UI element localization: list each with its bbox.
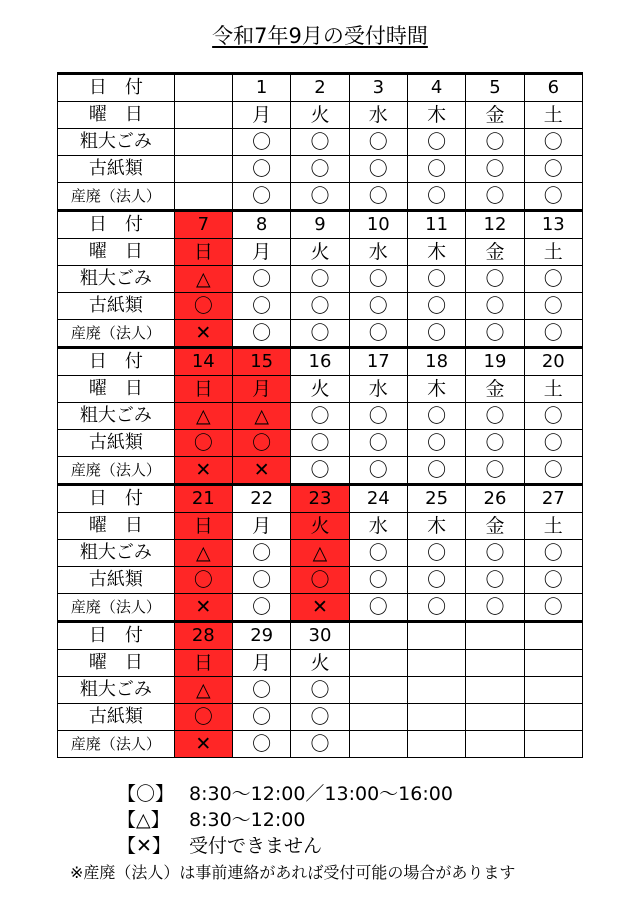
weekday-cell: 日 <box>174 239 232 266</box>
empty-cell <box>349 704 407 731</box>
status-cell: 〇 <box>466 293 524 320</box>
status-cell: 〇 <box>232 266 290 293</box>
status-cell: 〇 <box>524 594 582 622</box>
week-5-waste-paper-row <box>58 704 583 731</box>
status-cell: 〇 <box>466 266 524 293</box>
status-cell: 〇 <box>291 320 349 348</box>
weekday-cell: 月 <box>232 239 290 266</box>
weekday-label: 曜 日 <box>58 102 175 129</box>
date-cell: 16 <box>291 348 349 376</box>
weekday-cell: 月 <box>232 650 290 677</box>
empty-cell <box>524 622 582 650</box>
weekday-cell: 木 <box>407 513 465 540</box>
empty-cell <box>524 731 582 758</box>
weekday-cell: 火 <box>291 650 349 677</box>
waste-paper-label: 古紙類 <box>58 156 175 183</box>
weekday-cell: 日 <box>174 513 232 540</box>
industrial-waste-label: 産廃（法人） <box>58 731 175 758</box>
waste-paper-label: 古紙類 <box>58 704 175 731</box>
status-cell: △ <box>174 677 232 704</box>
status-cell: 〇 <box>349 266 407 293</box>
date-cell: 15 <box>232 348 290 376</box>
status-cell: 〇 <box>291 731 349 758</box>
week-4-weekday-row <box>58 513 583 540</box>
date-cell: 12 <box>466 211 524 239</box>
status-cell: 〇 <box>407 540 465 567</box>
status-cell: 〇 <box>291 430 349 457</box>
date-cell: 11 <box>407 211 465 239</box>
status-cell: 〇 <box>524 403 582 430</box>
date-label: 日 付 <box>58 348 175 376</box>
status-cell: 〇 <box>466 183 524 211</box>
status-cell: ✕ <box>291 594 349 622</box>
status-cell: 〇 <box>174 430 232 457</box>
weekday-cell: 日 <box>174 376 232 403</box>
weekday-cell: 水 <box>349 376 407 403</box>
status-cell: 〇 <box>466 129 524 156</box>
legend-text-cross: 受付できません <box>189 835 323 857</box>
week-5-industrial-waste-row <box>58 731 583 758</box>
waste-paper-label: 古紙類 <box>58 293 175 320</box>
status-cell: △ <box>232 403 290 430</box>
legend-text-triangle: 8:30〜12:00 <box>189 809 306 831</box>
date-cell: 14 <box>174 348 232 376</box>
date-cell: 17 <box>349 348 407 376</box>
weekday-cell: 木 <box>407 376 465 403</box>
bulky-waste-label: 粗大ごみ <box>58 266 175 293</box>
status-cell: 〇 <box>524 567 582 594</box>
status-cell: 〇 <box>407 266 465 293</box>
weekday-cell: 日 <box>174 650 232 677</box>
date-cell: 4 <box>407 74 465 102</box>
weekday-cell: 木 <box>407 239 465 266</box>
status-cell: 〇 <box>349 156 407 183</box>
status-cell: 〇 <box>407 293 465 320</box>
industrial-waste-label: 産廃（法人） <box>58 183 175 211</box>
week-2-industrial-waste-row <box>58 320 583 348</box>
date-cell: 2 <box>291 74 349 102</box>
empty-cell <box>349 677 407 704</box>
waste-paper-label: 古紙類 <box>58 567 175 594</box>
week-4-date-row <box>58 485 583 513</box>
week-4-bulky-waste-row <box>58 540 583 567</box>
status-cell: 〇 <box>291 403 349 430</box>
empty-cell <box>466 704 524 731</box>
weekday-label: 曜 日 <box>58 239 175 266</box>
week-2-waste-paper-row <box>58 293 583 320</box>
week-3-weekday-row <box>58 376 583 403</box>
industrial-waste-label: 産廃（法人） <box>58 457 175 485</box>
date-cell: 9 <box>291 211 349 239</box>
status-cell: 〇 <box>466 320 524 348</box>
status-cell: 〇 <box>349 594 407 622</box>
week-1-weekday-row <box>58 102 583 129</box>
weekday-label: 曜 日 <box>58 650 175 677</box>
status-cell: 〇 <box>466 457 524 485</box>
bulky-waste-label: 粗大ごみ <box>58 540 175 567</box>
weekday-label: 曜 日 <box>58 376 175 403</box>
date-cell: 27 <box>524 485 582 513</box>
week-1-industrial-waste-row <box>58 183 583 211</box>
week-2-bulky-waste-row <box>58 266 583 293</box>
industrial-waste-label: 産廃（法人） <box>58 594 175 622</box>
date-cell: 29 <box>232 622 290 650</box>
empty-cell <box>174 74 232 102</box>
empty-cell <box>174 129 232 156</box>
empty-cell <box>466 622 524 650</box>
week-5-bulky-waste-row <box>58 677 583 704</box>
week-2-date-row <box>58 211 583 239</box>
date-cell: 5 <box>466 74 524 102</box>
status-cell: 〇 <box>291 704 349 731</box>
date-cell: 19 <box>466 348 524 376</box>
date-label: 日 付 <box>58 211 175 239</box>
weekday-cell: 土 <box>524 376 582 403</box>
empty-cell <box>174 183 232 211</box>
empty-cell <box>349 650 407 677</box>
empty-cell <box>407 731 465 758</box>
status-cell: 〇 <box>232 731 290 758</box>
empty-cell <box>466 731 524 758</box>
status-cell: 〇 <box>291 567 349 594</box>
status-cell: 〇 <box>174 704 232 731</box>
legend-row-circle <box>117 781 453 807</box>
empty-cell <box>524 677 582 704</box>
legend-text-circle: 8:30〜12:00／13:00〜16:00 <box>189 783 453 805</box>
legend <box>117 781 453 859</box>
weekday-cell: 火 <box>291 376 349 403</box>
status-cell: 〇 <box>232 677 290 704</box>
weekday-cell: 土 <box>524 513 582 540</box>
week-3-bulky-waste-row <box>58 403 583 430</box>
empty-cell <box>407 650 465 677</box>
status-cell: 〇 <box>349 403 407 430</box>
legend-key-cross: 【✕】 <box>117 835 171 857</box>
week-4-industrial-waste-row <box>58 594 583 622</box>
industrial-waste-label: 産廃（法人） <box>58 320 175 348</box>
weekday-cell: 土 <box>524 102 582 129</box>
status-cell: 〇 <box>407 129 465 156</box>
status-cell: 〇 <box>232 594 290 622</box>
weekday-cell: 水 <box>349 239 407 266</box>
status-cell: 〇 <box>466 594 524 622</box>
status-cell: 〇 <box>174 567 232 594</box>
weekday-cell: 金 <box>466 102 524 129</box>
reception-calendar-table <box>57 72 583 758</box>
bulky-waste-label: 粗大ごみ <box>58 403 175 430</box>
status-cell: 〇 <box>407 320 465 348</box>
week-1-bulky-waste-row <box>58 129 583 156</box>
status-cell: △ <box>174 403 232 430</box>
status-cell: 〇 <box>466 156 524 183</box>
empty-cell <box>407 704 465 731</box>
page-title: 令和7年9月の受付時間 <box>212 24 428 48</box>
weekday-cell: 月 <box>232 102 290 129</box>
weekday-cell: 木 <box>407 102 465 129</box>
status-cell: 〇 <box>349 320 407 348</box>
status-cell: 〇 <box>524 540 582 567</box>
week-1-waste-paper-row <box>58 156 583 183</box>
status-cell: △ <box>174 540 232 567</box>
date-cell: 8 <box>232 211 290 239</box>
date-cell: 22 <box>232 485 290 513</box>
status-cell: ✕ <box>174 457 232 485</box>
status-cell: 〇 <box>291 183 349 211</box>
status-cell: 〇 <box>349 129 407 156</box>
status-cell: 〇 <box>291 156 349 183</box>
date-cell: 13 <box>524 211 582 239</box>
date-cell: 18 <box>407 348 465 376</box>
status-cell: 〇 <box>524 156 582 183</box>
week-2-weekday-row <box>58 239 583 266</box>
weekday-cell: 土 <box>524 239 582 266</box>
status-cell: 〇 <box>524 129 582 156</box>
status-cell: 〇 <box>349 567 407 594</box>
status-cell: 〇 <box>466 430 524 457</box>
empty-cell <box>174 156 232 183</box>
status-cell: 〇 <box>232 567 290 594</box>
status-cell: 〇 <box>349 293 407 320</box>
status-cell: 〇 <box>466 403 524 430</box>
weekday-cell: 火 <box>291 102 349 129</box>
empty-cell <box>174 102 232 129</box>
status-cell: 〇 <box>232 704 290 731</box>
status-cell: 〇 <box>524 457 582 485</box>
date-cell: 23 <box>291 485 349 513</box>
week-4-waste-paper-row <box>58 567 583 594</box>
empty-cell <box>524 650 582 677</box>
date-label: 日 付 <box>58 74 175 102</box>
empty-cell <box>466 677 524 704</box>
status-cell: 〇 <box>291 266 349 293</box>
weekday-cell: 金 <box>466 239 524 266</box>
status-cell: 〇 <box>349 457 407 485</box>
date-label: 日 付 <box>58 485 175 513</box>
status-cell: ✕ <box>174 320 232 348</box>
status-cell: 〇 <box>291 677 349 704</box>
status-cell: 〇 <box>407 403 465 430</box>
legend-key-triangle: 【△】 <box>117 809 170 831</box>
legend-key-circle: 【〇】 <box>117 783 175 805</box>
week-5-weekday-row <box>58 650 583 677</box>
date-cell: 26 <box>466 485 524 513</box>
status-cell: 〇 <box>524 266 582 293</box>
status-cell: 〇 <box>407 156 465 183</box>
status-cell: 〇 <box>232 430 290 457</box>
status-cell: 〇 <box>407 594 465 622</box>
bulky-waste-label: 粗大ごみ <box>58 677 175 704</box>
status-cell: ✕ <box>174 731 232 758</box>
empty-cell <box>524 704 582 731</box>
status-cell: 〇 <box>524 183 582 211</box>
date-cell: 28 <box>174 622 232 650</box>
status-cell: 〇 <box>232 293 290 320</box>
empty-cell <box>466 650 524 677</box>
date-cell: 6 <box>524 74 582 102</box>
waste-paper-label: 古紙類 <box>58 430 175 457</box>
weekday-cell: 月 <box>232 513 290 540</box>
week-5-date-row <box>58 622 583 650</box>
empty-cell <box>349 622 407 650</box>
date-cell: 3 <box>349 74 407 102</box>
status-cell: 〇 <box>524 293 582 320</box>
status-cell: 〇 <box>291 293 349 320</box>
weekday-cell: 月 <box>232 376 290 403</box>
date-cell: 30 <box>291 622 349 650</box>
status-cell: 〇 <box>291 457 349 485</box>
status-cell: 〇 <box>232 540 290 567</box>
status-cell: 〇 <box>291 129 349 156</box>
status-cell: 〇 <box>407 567 465 594</box>
weekday-cell: 金 <box>466 513 524 540</box>
status-cell: 〇 <box>349 540 407 567</box>
empty-cell <box>407 677 465 704</box>
status-cell: 〇 <box>466 540 524 567</box>
legend-row-triangle <box>117 807 453 833</box>
week-3-industrial-waste-row <box>58 457 583 485</box>
status-cell: 〇 <box>232 183 290 211</box>
empty-cell <box>407 622 465 650</box>
status-cell: 〇 <box>349 430 407 457</box>
status-cell: 〇 <box>407 183 465 211</box>
date-cell: 1 <box>232 74 290 102</box>
legend-row-cross <box>117 833 453 859</box>
date-cell: 10 <box>349 211 407 239</box>
status-cell: 〇 <box>232 129 290 156</box>
weekday-cell: 水 <box>349 102 407 129</box>
date-cell: 21 <box>174 485 232 513</box>
status-cell: △ <box>291 540 349 567</box>
status-cell: 〇 <box>466 567 524 594</box>
week-3-date-row <box>58 348 583 376</box>
week-3-waste-paper-row <box>58 430 583 457</box>
footnote: ※産廃（法人）は事前連絡があれば受付可能の場合があります <box>70 863 516 882</box>
date-cell: 25 <box>407 485 465 513</box>
weekday-cell: 金 <box>466 376 524 403</box>
calendar-body <box>58 74 583 758</box>
date-cell: 20 <box>524 348 582 376</box>
status-cell: 〇 <box>232 320 290 348</box>
date-cell: 7 <box>174 211 232 239</box>
status-cell: 〇 <box>407 457 465 485</box>
status-cell: 〇 <box>524 430 582 457</box>
status-cell: 〇 <box>232 156 290 183</box>
date-label: 日 付 <box>58 622 175 650</box>
bulky-waste-label: 粗大ごみ <box>58 129 175 156</box>
status-cell: 〇 <box>524 320 582 348</box>
weekday-cell: 火 <box>291 239 349 266</box>
status-cell: 〇 <box>349 183 407 211</box>
weekday-cell: 水 <box>349 513 407 540</box>
status-cell: ✕ <box>174 594 232 622</box>
week-1-date-row <box>58 74 583 102</box>
status-cell: 〇 <box>407 430 465 457</box>
weekday-cell: 火 <box>291 513 349 540</box>
date-cell: 24 <box>349 485 407 513</box>
status-cell: 〇 <box>174 293 232 320</box>
status-cell: ✕ <box>232 457 290 485</box>
empty-cell <box>349 731 407 758</box>
weekday-label: 曜 日 <box>58 513 175 540</box>
status-cell: △ <box>174 266 232 293</box>
